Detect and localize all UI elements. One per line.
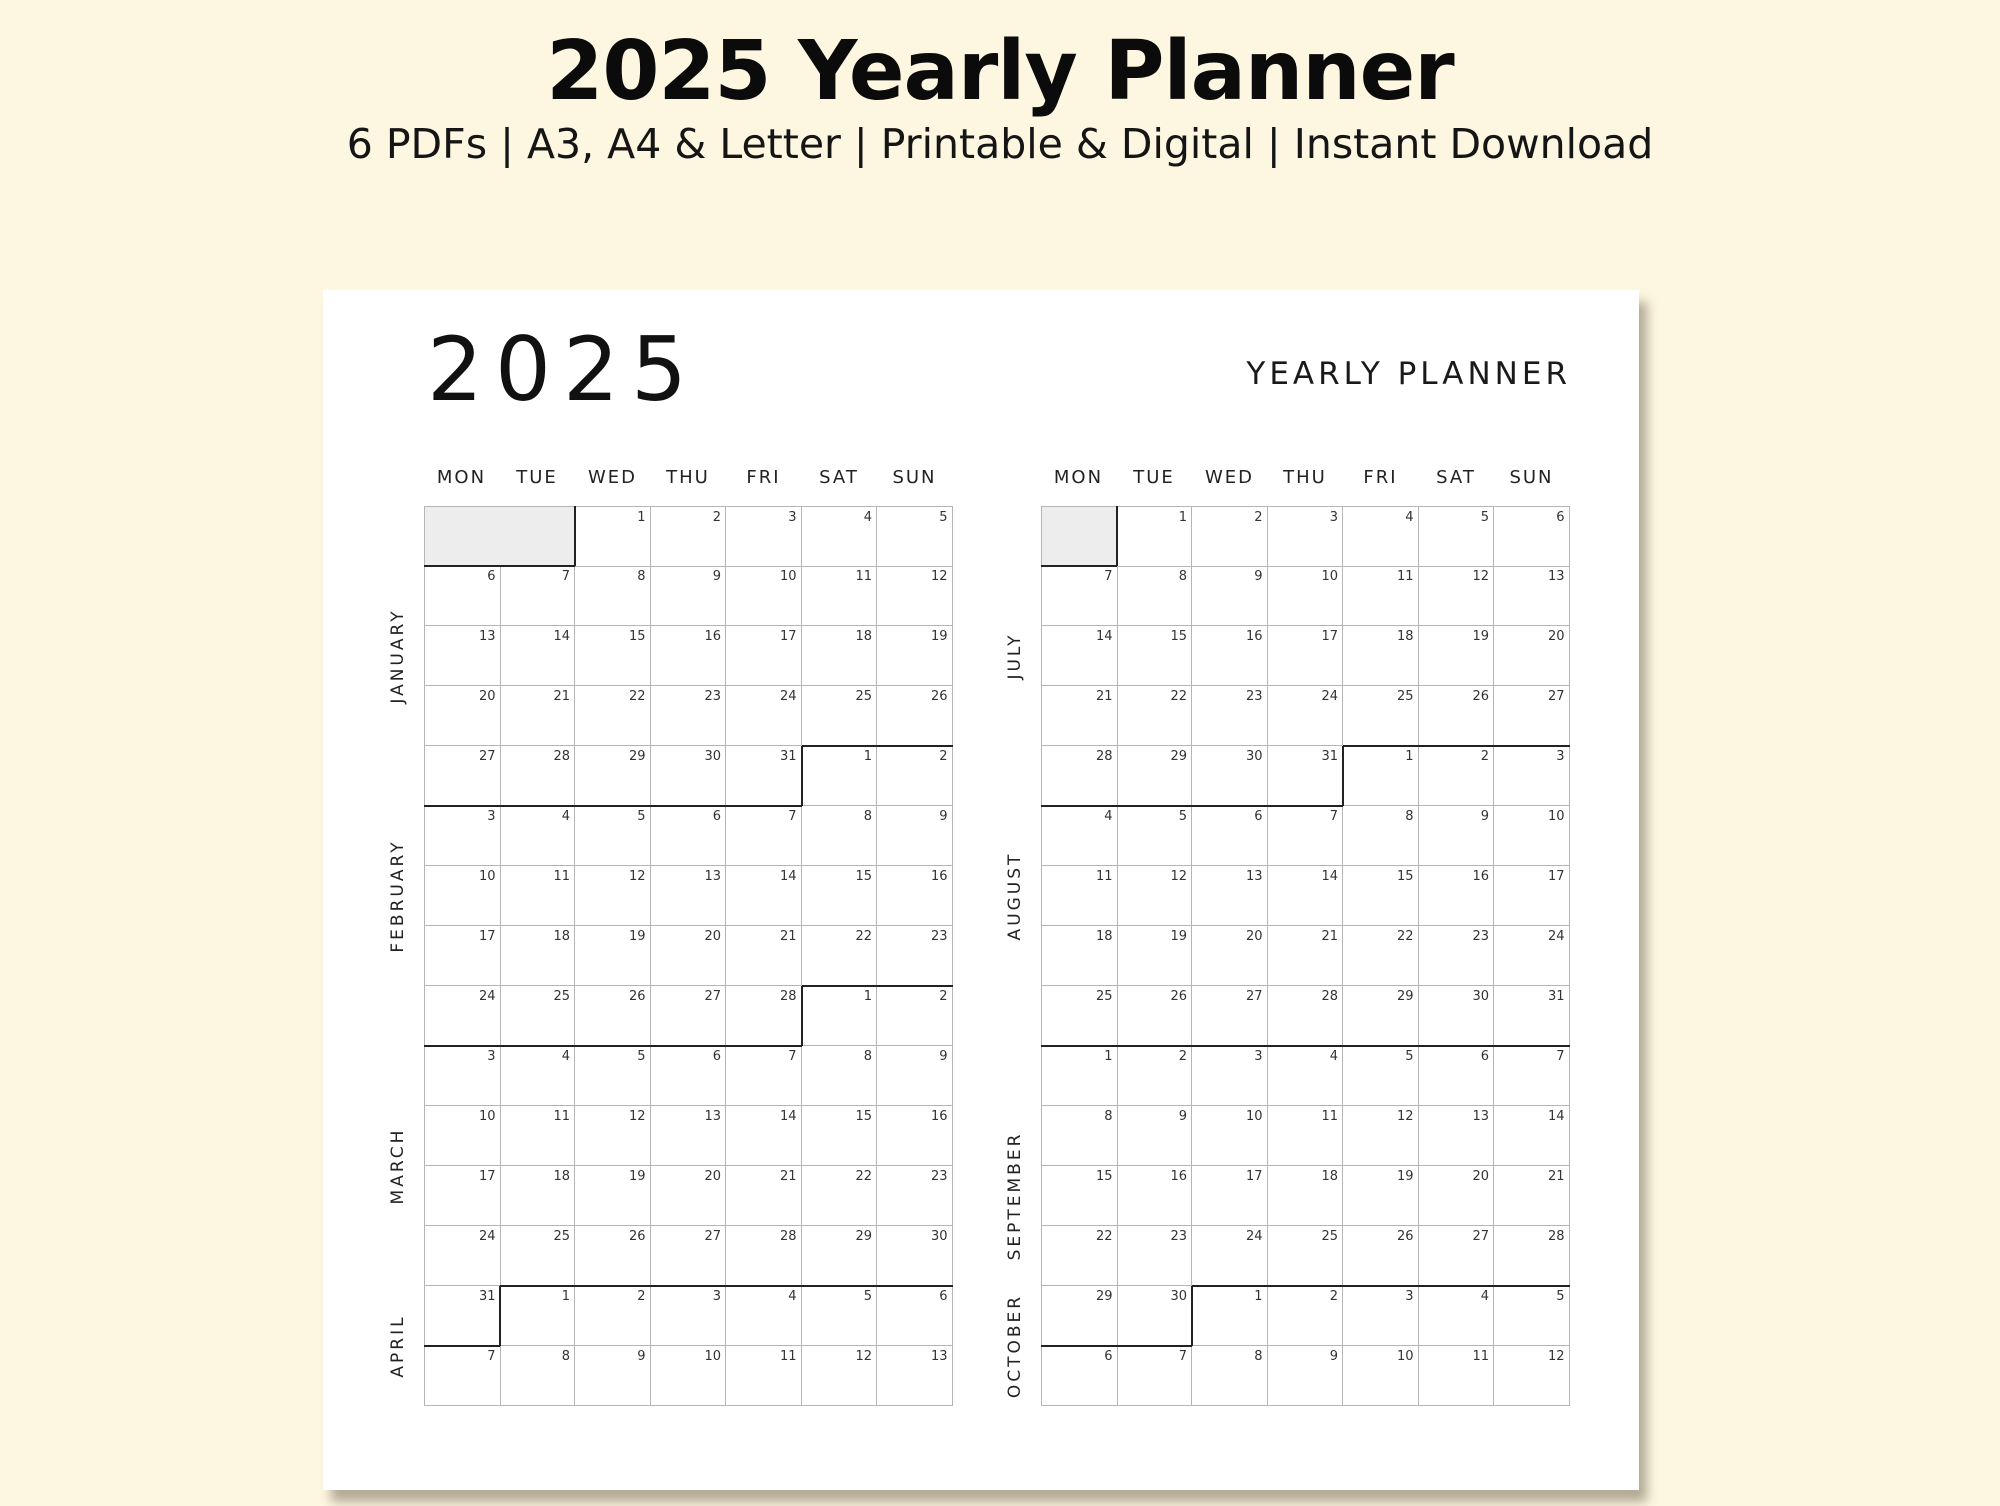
day-cell[interactable]: 3 — [726, 506, 802, 567]
day-cell[interactable]: 11 — [500, 1106, 576, 1166]
day-cell[interactable]: 21 — [500, 686, 576, 746]
day-cell[interactable]: 3 — [1494, 746, 1570, 806]
day-cell[interactable]: 6 — [877, 1286, 953, 1346]
day-cell[interactable]: 17 — [424, 926, 501, 986]
day-cell[interactable]: 13 — [1494, 566, 1570, 626]
month-divider — [801, 986, 803, 1046]
day-cell[interactable]: 3 — [424, 806, 501, 866]
day-cell[interactable]: 30 — [651, 746, 727, 806]
day-cell[interactable]: 18 — [802, 626, 878, 686]
day-cell[interactable]: 9 — [1117, 1106, 1193, 1166]
day-cell[interactable]: 19 — [877, 626, 953, 686]
day-cell[interactable]: 25 — [1041, 986, 1118, 1046]
day-cell[interactable]: 13 — [877, 1346, 953, 1406]
day-cell[interactable]: 7 — [424, 1346, 501, 1406]
day-cell[interactable]: 21 — [1494, 1166, 1570, 1226]
day-cell[interactable]: 6 — [651, 806, 727, 866]
day-cell[interactable]: 1 — [802, 746, 878, 806]
day-cell[interactable]: 4 — [802, 506, 878, 567]
day-cell[interactable]: 17 — [1192, 1166, 1268, 1226]
day-cell[interactable]: 5 — [575, 1046, 651, 1106]
day-cell[interactable]: 30 — [1192, 746, 1268, 806]
day-cell[interactable]: 19 — [1343, 1166, 1419, 1226]
month-divider — [801, 746, 803, 806]
weekday-header-sat: SAT — [1436, 467, 1476, 488]
day-cell[interactable]: 16 — [877, 866, 953, 926]
day-cell[interactable]: 3 — [1192, 1046, 1268, 1106]
day-cell[interactable]: 25 — [1343, 686, 1419, 746]
month-divider — [802, 745, 953, 747]
day-cell[interactable]: 9 — [651, 566, 727, 626]
day-cell[interactable]: 28 — [726, 1226, 802, 1286]
day-cell[interactable]: 5 — [802, 1286, 878, 1346]
day-cell[interactable]: 6 — [651, 1046, 727, 1106]
month-divider — [424, 805, 802, 807]
month-divider — [1041, 565, 1117, 567]
day-cell[interactable]: 2 — [1268, 1286, 1344, 1346]
weekday-header-fri: FRI — [746, 467, 781, 488]
day-cell[interactable]: 22 — [575, 686, 651, 746]
day-cell[interactable]: 23 — [1419, 926, 1495, 986]
month-divider — [574, 506, 576, 566]
day-cell[interactable]: 17 — [726, 626, 802, 686]
day-cell[interactable]: 7 — [726, 1046, 802, 1106]
day-cell[interactable]: 3 — [1268, 506, 1344, 567]
weekday-header-fri: FRI — [1363, 467, 1398, 488]
day-cell[interactable]: 28 — [1494, 1226, 1570, 1286]
day-cell[interactable]: 2 — [877, 986, 953, 1046]
day-cell[interactable]: 11 — [1268, 1106, 1344, 1166]
month-divider — [500, 1285, 953, 1287]
day-cell[interactable]: 14 — [726, 866, 802, 926]
day-cell[interactable]: 28 — [500, 746, 576, 806]
month-divider — [424, 565, 575, 567]
day-cell[interactable]: 3 — [1343, 1286, 1419, 1346]
day-cell[interactable]: 10 — [1268, 566, 1344, 626]
day-cell[interactable]: 28 — [726, 986, 802, 1046]
day-cell[interactable]: 14 — [500, 626, 576, 686]
day-cell[interactable]: 13 — [651, 866, 727, 926]
day-cell[interactable]: 12 — [1494, 1346, 1570, 1406]
day-cell[interactable]: 6 — [1041, 1346, 1118, 1406]
day-cell[interactable]: 6 — [1192, 806, 1268, 866]
day-cell[interactable]: 29 — [1343, 986, 1419, 1046]
day-cell[interactable]: 11 — [500, 866, 576, 926]
weekday-header-thu: THU — [1283, 467, 1327, 488]
day-cell[interactable]: 20 — [651, 926, 727, 986]
day-cell[interactable]: 16 — [1117, 1166, 1193, 1226]
day-cell[interactable]: 19 — [1117, 926, 1193, 986]
day-cell[interactable]: 31 — [726, 746, 802, 806]
month-label-april: APRIL — [388, 1314, 408, 1378]
day-cell[interactable]: 20 — [424, 686, 501, 746]
day-cell[interactable]: 25 — [1268, 1226, 1344, 1286]
day-cell[interactable]: 5 — [877, 506, 953, 567]
day-cell[interactable]: 4 — [726, 1286, 802, 1346]
day-cell[interactable]: 7 — [726, 806, 802, 866]
day-cell[interactable]: 20 — [1192, 926, 1268, 986]
day-cell[interactable]: 14 — [1494, 1106, 1570, 1166]
day-cell[interactable]: 26 — [1419, 686, 1495, 746]
day-cell[interactable]: 24 — [424, 1226, 501, 1286]
blank-cell — [1041, 506, 1118, 567]
weekday-header-thu: THU — [666, 467, 710, 488]
weekday-header-sat: SAT — [819, 467, 859, 488]
day-cell[interactable]: 8 — [1192, 1346, 1268, 1406]
promo-subtitle: 6 PDFs | A3, A4 & Letter | Printable & Digital | Instant Download — [346, 120, 1654, 168]
day-cell[interactable]: 12 — [1117, 866, 1193, 926]
month-divider — [802, 985, 953, 987]
day-cell[interactable]: 23 — [877, 1166, 953, 1226]
day-cell[interactable]: 23 — [651, 686, 727, 746]
day-cell[interactable]: 27 — [651, 986, 727, 1046]
day-cell[interactable]: 1 — [1192, 1286, 1268, 1346]
day-cell[interactable]: 22 — [802, 1166, 878, 1226]
month-label-july: JULY — [1005, 632, 1025, 680]
day-cell[interactable]: 27 — [1494, 686, 1570, 746]
day-cell[interactable]: 15 — [802, 1106, 878, 1166]
day-cell[interactable]: 23 — [877, 926, 953, 986]
day-cell[interactable]: 10 — [1494, 806, 1570, 866]
day-cell[interactable]: 6 — [1494, 506, 1570, 567]
weekday-header-sun: SUN — [1509, 467, 1554, 488]
day-cell[interactable]: 24 — [1268, 686, 1344, 746]
day-cell[interactable]: 5 — [1494, 1286, 1570, 1346]
day-cell[interactable]: 17 — [1268, 626, 1344, 686]
day-cell[interactable]: 5 — [575, 806, 651, 866]
day-cell[interactable]: 7 — [500, 566, 576, 626]
day-cell[interactable]: 29 — [1117, 746, 1193, 806]
month-divider — [424, 1045, 802, 1047]
weekday-header-wed: WED — [1204, 467, 1255, 488]
day-cell[interactable]: 12 — [1419, 566, 1495, 626]
day-cell[interactable]: 3 — [424, 1046, 501, 1106]
day-cell[interactable]: 9 — [575, 1346, 651, 1406]
day-cell[interactable]: 8 — [1343, 806, 1419, 866]
day-cell[interactable]: 1 — [500, 1286, 576, 1346]
day-cell[interactable]: 18 — [1268, 1166, 1344, 1226]
day-cell[interactable]: 10 — [651, 1346, 727, 1406]
day-cell[interactable]: 1 — [575, 506, 651, 567]
day-cell[interactable]: 19 — [1419, 626, 1495, 686]
weekday-header-mon: MON — [436, 467, 487, 488]
day-cell[interactable]: 30 — [877, 1226, 953, 1286]
day-cell[interactable]: 18 — [1041, 926, 1118, 986]
day-cell[interactable]: 1 — [1117, 506, 1193, 567]
sheet-year: 2025 — [427, 318, 699, 421]
day-cell[interactable]: 20 — [1494, 626, 1570, 686]
day-cell[interactable]: 11 — [1041, 866, 1118, 926]
month-divider — [1343, 745, 1570, 747]
day-cell[interactable]: 4 — [1268, 1046, 1344, 1106]
day-cell[interactable]: 20 — [1419, 1166, 1495, 1226]
month-label-february: FEBRUARY — [388, 839, 408, 953]
day-cell[interactable]: 2 — [1192, 506, 1268, 567]
day-cell[interactable]: 30 — [1117, 1286, 1193, 1346]
day-cell[interactable]: 7 — [1268, 806, 1344, 866]
day-cell[interactable]: 25 — [802, 686, 878, 746]
day-cell[interactable]: 9 — [877, 1046, 953, 1106]
day-cell[interactable]: 9 — [1192, 566, 1268, 626]
day-cell[interactable]: 14 — [1041, 626, 1118, 686]
day-cell[interactable]: 26 — [877, 686, 953, 746]
month-divider — [1191, 1286, 1193, 1346]
day-cell[interactable]: 8 — [575, 566, 651, 626]
day-cell[interactable]: 4 — [500, 806, 576, 866]
day-cell[interactable]: 13 — [1419, 1106, 1495, 1166]
day-cell[interactable]: 26 — [575, 1226, 651, 1286]
day-cell[interactable]: 16 — [1192, 626, 1268, 686]
day-cell[interactable]: 16 — [877, 1106, 953, 1166]
day-cell[interactable]: 13 — [1192, 866, 1268, 926]
sheet-heading: YEARLY PLANNER — [1246, 356, 1571, 392]
day-cell[interactable]: 9 — [877, 806, 953, 866]
day-cell[interactable]: 13 — [651, 1106, 727, 1166]
day-cell[interactable]: 8 — [802, 806, 878, 866]
day-cell[interactable]: 6 — [424, 566, 501, 626]
month-label-october: OCTOBER — [1005, 1293, 1025, 1399]
day-cell[interactable]: 24 — [726, 686, 802, 746]
day-cell[interactable]: 9 — [1419, 806, 1495, 866]
day-cell[interactable]: 15 — [1117, 626, 1193, 686]
month-label-march: MARCH — [388, 1127, 408, 1205]
day-cell[interactable]: 19 — [575, 926, 651, 986]
day-cell[interactable]: 15 — [1041, 1166, 1118, 1226]
day-cell[interactable]: 19 — [575, 1166, 651, 1226]
day-cell[interactable]: 2 — [575, 1286, 651, 1346]
day-cell[interactable]: 4 — [1419, 1286, 1495, 1346]
day-cell[interactable]: 28 — [1041, 746, 1118, 806]
day-cell[interactable]: 20 — [651, 1166, 727, 1226]
month-divider — [1041, 1045, 1570, 1047]
day-cell[interactable]: 5 — [1117, 806, 1193, 866]
day-cell[interactable]: 27 — [424, 746, 501, 806]
day-cell[interactable]: 25 — [500, 1226, 576, 1286]
weekday-header-wed: WED — [587, 467, 638, 488]
month-divider — [424, 1345, 500, 1347]
day-cell[interactable]: 22 — [1041, 1226, 1118, 1286]
day-cell[interactable]: 27 — [1419, 1226, 1495, 1286]
day-cell[interactable]: 1 — [802, 986, 878, 1046]
day-cell[interactable]: 2 — [1419, 746, 1495, 806]
day-cell[interactable]: 11 — [1343, 566, 1419, 626]
day-cell[interactable]: 8 — [500, 1346, 576, 1406]
day-cell[interactable]: 8 — [1041, 1106, 1118, 1166]
day-cell[interactable]: 3 — [651, 1286, 727, 1346]
day-cell[interactable]: 21 — [1041, 686, 1118, 746]
day-cell[interactable]: 7 — [1041, 566, 1118, 626]
day-cell[interactable]: 10 — [726, 566, 802, 626]
day-cell[interactable]: 4 — [500, 1046, 576, 1106]
promo-title: 2025 Yearly Planner — [546, 24, 1454, 119]
day-cell[interactable]: 10 — [424, 866, 501, 926]
day-cell[interactable]: 29 — [575, 746, 651, 806]
day-cell[interactable]: 5 — [1343, 1046, 1419, 1106]
day-cell[interactable]: 31 — [424, 1286, 501, 1346]
day-cell[interactable]: 14 — [726, 1106, 802, 1166]
day-cell[interactable]: 22 — [802, 926, 878, 986]
day-cell[interactable]: 12 — [802, 1346, 878, 1406]
day-cell[interactable]: 21 — [726, 1166, 802, 1226]
day-cell[interactable]: 25 — [500, 986, 576, 1046]
weekday-header-sun: SUN — [892, 467, 937, 488]
day-cell[interactable]: 22 — [1343, 926, 1419, 986]
blank-cell — [424, 506, 501, 567]
day-cell[interactable]: 1 — [1041, 1046, 1118, 1106]
day-cell[interactable]: 21 — [726, 926, 802, 986]
day-cell[interactable]: 11 — [726, 1346, 802, 1406]
day-cell[interactable]: 17 — [424, 1166, 501, 1226]
day-cell[interactable]: 2 — [651, 506, 727, 567]
day-cell[interactable]: 29 — [802, 1226, 878, 1286]
day-cell[interactable]: 11 — [802, 566, 878, 626]
day-cell[interactable]: 9 — [1268, 1346, 1344, 1406]
day-cell[interactable]: 27 — [1192, 986, 1268, 1046]
day-cell[interactable]: 15 — [1343, 866, 1419, 926]
day-cell[interactable]: 7 — [1494, 1046, 1570, 1106]
month-divider — [499, 1286, 501, 1346]
day-cell[interactable]: 26 — [575, 986, 651, 1046]
day-cell[interactable]: 5 — [1419, 506, 1495, 567]
day-cell[interactable]: 8 — [802, 1046, 878, 1106]
day-cell[interactable]: 18 — [1343, 626, 1419, 686]
day-cell[interactable]: 22 — [1117, 686, 1193, 746]
day-cell[interactable]: 10 — [424, 1106, 501, 1166]
month-divider — [1041, 805, 1343, 807]
day-cell[interactable]: 8 — [1117, 566, 1193, 626]
day-cell[interactable]: 12 — [575, 866, 651, 926]
day-cell[interactable]: 31 — [1268, 746, 1344, 806]
day-cell[interactable]: 4 — [1041, 806, 1118, 866]
month-label-january: JANUARY — [388, 608, 408, 704]
day-cell[interactable]: 16 — [1419, 866, 1495, 926]
day-cell[interactable]: 10 — [1192, 1106, 1268, 1166]
month-divider — [1041, 1345, 1192, 1347]
day-cell[interactable]: 4 — [1343, 506, 1419, 567]
day-cell[interactable]: 12 — [1343, 1106, 1419, 1166]
day-cell[interactable]: 2 — [1117, 1046, 1193, 1106]
day-cell[interactable]: 18 — [500, 926, 576, 986]
day-cell[interactable]: 16 — [651, 626, 727, 686]
day-cell[interactable]: 18 — [500, 1166, 576, 1226]
day-cell[interactable]: 26 — [1343, 1226, 1419, 1286]
day-cell[interactable]: 23 — [1117, 1226, 1193, 1286]
weekday-header-tue: TUE — [516, 467, 558, 488]
day-cell[interactable]: 13 — [424, 626, 501, 686]
month-divider — [1192, 1285, 1570, 1287]
day-cell[interactable]: 24 — [1192, 1226, 1268, 1286]
month-divider — [1116, 506, 1118, 566]
day-cell[interactable]: 12 — [877, 566, 953, 626]
day-cell[interactable]: 17 — [1494, 866, 1570, 926]
day-cell[interactable]: 29 — [1041, 1286, 1118, 1346]
day-cell[interactable]: 15 — [802, 866, 878, 926]
blank-cell — [500, 506, 576, 567]
day-cell[interactable]: 7 — [1117, 1346, 1193, 1406]
day-cell[interactable]: 21 — [1268, 926, 1344, 986]
day-cell[interactable]: 28 — [1268, 986, 1344, 1046]
day-cell[interactable]: 14 — [1268, 866, 1344, 926]
month-divider — [1342, 746, 1344, 806]
day-cell[interactable]: 30 — [1419, 986, 1495, 1046]
day-cell[interactable]: 12 — [575, 1106, 651, 1166]
day-cell[interactable]: 24 — [424, 986, 501, 1046]
day-cell[interactable]: 23 — [1192, 686, 1268, 746]
day-cell[interactable]: 15 — [575, 626, 651, 686]
day-cell[interactable]: 1 — [1343, 746, 1419, 806]
day-cell[interactable]: 2 — [877, 746, 953, 806]
day-cell[interactable]: 31 — [1494, 986, 1570, 1046]
weekday-header-mon: MON — [1053, 467, 1104, 488]
day-cell[interactable]: 27 — [651, 1226, 727, 1286]
day-cell[interactable]: 26 — [1117, 986, 1193, 1046]
month-label-august: AUGUST — [1005, 851, 1025, 941]
weekday-header-tue: TUE — [1133, 467, 1175, 488]
month-label-september: SEPTEMBER — [1005, 1131, 1025, 1261]
day-cell[interactable]: 11 — [1419, 1346, 1495, 1406]
day-cell[interactable]: 10 — [1343, 1346, 1419, 1406]
day-cell[interactable]: 6 — [1419, 1046, 1495, 1106]
day-cell[interactable]: 24 — [1494, 926, 1570, 986]
